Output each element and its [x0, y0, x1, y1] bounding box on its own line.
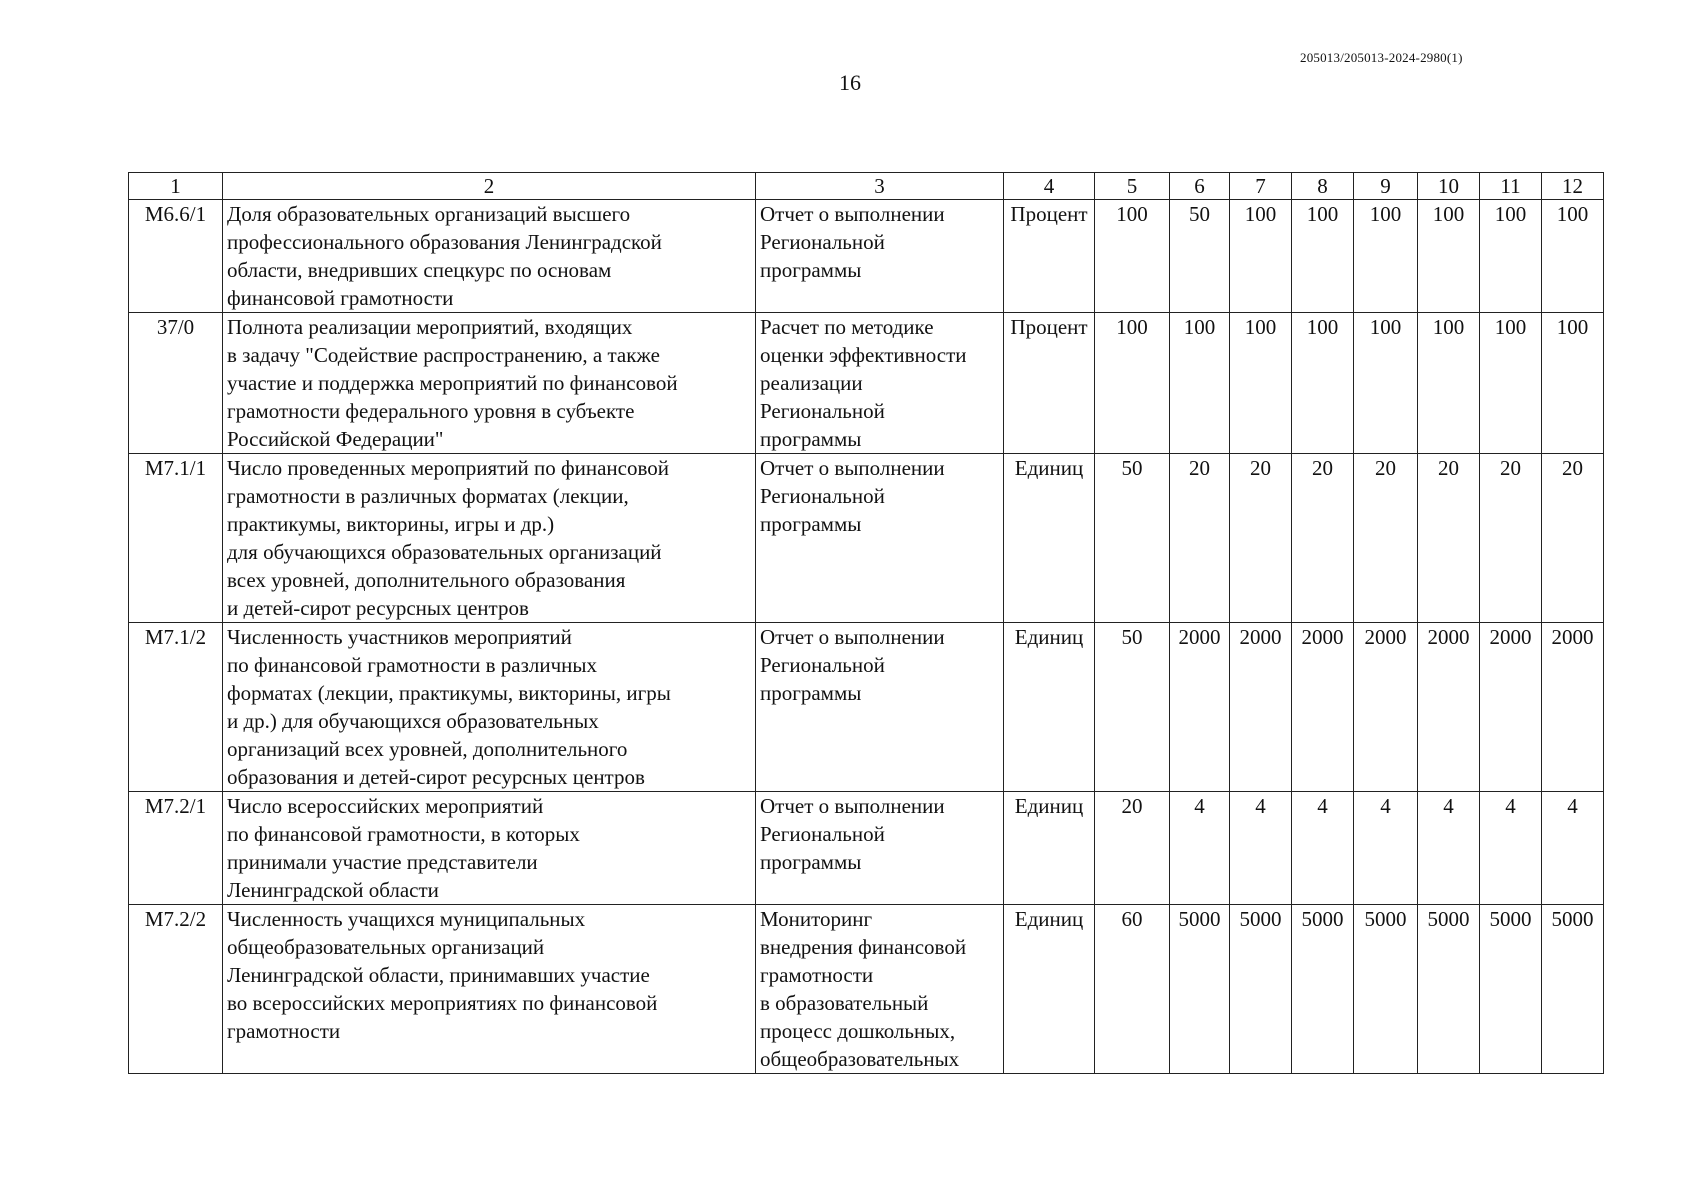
value-cell: 20 [1170, 454, 1230, 623]
document-id: 205013/205013-2024-2980(1) [1300, 50, 1463, 65]
indicator-name: Число проведенных мероприятий по финансовой грамотности в различных форматах (лекции, практикумы, викторины, игры и др.) для обучающихся образовательных организаций всех уровней, дополнительного образования и детей-сирот ресурсных центров [223, 454, 756, 623]
column-header: 9 [1354, 173, 1418, 200]
column-header: 6 [1170, 173, 1230, 200]
indicator-name: Численность участников мероприятий по финансовой грамотности в различных форматах (лекции, практикумы, викторины, игры и др.) для обучающихся образовательных организаций всех уровней, дополнительного образования и детей-сирот ресурсных центров [223, 623, 756, 792]
indicators-table [128, 172, 1604, 1074]
value-cell: 5000 [1418, 905, 1480, 1074]
indicator-code: М7.1/1 [129, 454, 223, 623]
value-cell: 5000 [1480, 905, 1542, 1074]
indicator-code: М7.2/1 [129, 792, 223, 905]
data-source: Расчет по методике оценки эффективности реализации Региональной программы [756, 313, 1004, 454]
value-cell: 50 [1170, 200, 1230, 313]
unit: Единиц [1004, 623, 1095, 792]
value-cell: 2000 [1418, 623, 1480, 792]
value-cell: 4 [1542, 792, 1604, 905]
column-header: 4 [1004, 173, 1095, 200]
data-source: Отчет о выполнении Региональной программы [756, 454, 1004, 623]
value-cell: 4 [1354, 792, 1418, 905]
value-cell: 5000 [1292, 905, 1354, 1074]
value-cell: 4 [1170, 792, 1230, 905]
header-row [129, 173, 1604, 200]
value-cell: 100 [1095, 313, 1170, 454]
column-header: 2 [223, 173, 756, 200]
column-header: 12 [1542, 173, 1604, 200]
value-cell: 100 [1418, 313, 1480, 454]
value-cell: 50 [1095, 623, 1170, 792]
value-cell: 60 [1095, 905, 1170, 1074]
value-cell: 20 [1418, 454, 1480, 623]
value-cell: 100 [1095, 200, 1170, 313]
value-cell: 100 [1480, 200, 1542, 313]
value-cell: 20 [1095, 792, 1170, 905]
value-cell: 2000 [1292, 623, 1354, 792]
data-source: Отчет о выполнении Региональной программы [756, 200, 1004, 313]
value-cell: 100 [1230, 313, 1292, 454]
value-cell: 20 [1542, 454, 1604, 623]
value-cell: 100 [1542, 200, 1604, 313]
indicator-name: Число всероссийских мероприятий по финансовой грамотности, в которых принимали участие представители Ленинградской области [223, 792, 756, 905]
table-row [129, 623, 1604, 792]
value-cell: 2000 [1480, 623, 1542, 792]
value-cell: 5000 [1542, 905, 1604, 1074]
unit: Процент [1004, 200, 1095, 313]
unit: Процент [1004, 313, 1095, 454]
value-cell: 2000 [1230, 623, 1292, 792]
value-cell: 100 [1292, 313, 1354, 454]
table-row [129, 792, 1604, 905]
value-cell: 4 [1418, 792, 1480, 905]
value-cell: 2000 [1542, 623, 1604, 792]
column-header: 8 [1292, 173, 1354, 200]
value-cell: 4 [1292, 792, 1354, 905]
value-cell: 100 [1170, 313, 1230, 454]
value-cell: 100 [1418, 200, 1480, 313]
value-cell: 2000 [1170, 623, 1230, 792]
value-cell: 100 [1230, 200, 1292, 313]
indicator-code: М7.2/2 [129, 905, 223, 1074]
unit: Единиц [1004, 905, 1095, 1074]
data-source: Отчет о выполнении Региональной программы [756, 623, 1004, 792]
column-header: 7 [1230, 173, 1292, 200]
indicator-name: Доля образовательных организаций высшего профессионального образования Ленинградской области, внедривших спецкурс по основам финансовой грамотности [223, 200, 756, 313]
column-header: 1 [129, 173, 223, 200]
indicator-code: М6.6/1 [129, 200, 223, 313]
value-cell: 4 [1230, 792, 1292, 905]
value-cell: 20 [1354, 454, 1418, 623]
indicator-name: Полнота реализации мероприятий, входящих в задачу "Содействие распространению, а также участие и поддержка мероприятий по финансовой грамотности федерального уровня в субъекте Российской Федерации" [223, 313, 756, 454]
table-row [129, 454, 1604, 623]
value-cell: 2000 [1354, 623, 1418, 792]
column-header: 3 [756, 173, 1004, 200]
table-row [129, 905, 1604, 1074]
value-cell: 5000 [1170, 905, 1230, 1074]
indicator-code: М7.1/2 [129, 623, 223, 792]
unit: Единиц [1004, 454, 1095, 623]
column-header: 10 [1418, 173, 1480, 200]
data-source: Отчет о выполнении Региональной программы [756, 792, 1004, 905]
data-source: Мониторинг внедрения финансовой грамотности в образовательный процесс дошкольных, общеобразовательных [756, 905, 1004, 1074]
value-cell: 50 [1095, 454, 1170, 623]
indicator-name: Численность учащихся муниципальных общеобразовательных организаций Ленинградской области, принимавших участие во всероссийских мероприятиях по финансовой грамотности [223, 905, 756, 1074]
value-cell: 100 [1480, 313, 1542, 454]
page-number: 16 [839, 70, 861, 95]
value-cell: 100 [1542, 313, 1604, 454]
value-cell: 20 [1292, 454, 1354, 623]
value-cell: 5000 [1354, 905, 1418, 1074]
table-row [129, 200, 1604, 313]
value-cell: 100 [1354, 200, 1418, 313]
value-cell: 4 [1480, 792, 1542, 905]
unit: Единиц [1004, 792, 1095, 905]
value-cell: 100 [1354, 313, 1418, 454]
column-header: 5 [1095, 173, 1170, 200]
table-row [129, 313, 1604, 454]
value-cell: 20 [1480, 454, 1542, 623]
value-cell: 20 [1230, 454, 1292, 623]
value-cell: 100 [1292, 200, 1354, 313]
value-cell: 5000 [1230, 905, 1292, 1074]
column-header: 11 [1480, 173, 1542, 200]
indicator-code: 37/0 [129, 313, 223, 454]
